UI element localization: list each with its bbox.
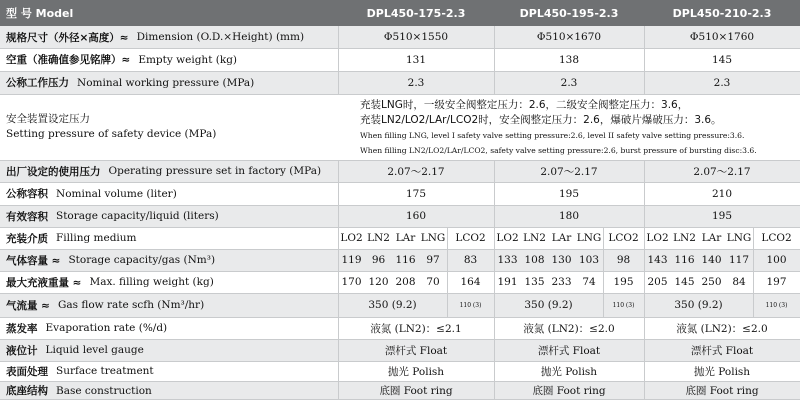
cell-value: 2.3 [407, 76, 425, 89]
model-name: DPL450-195-2.3 [519, 6, 619, 20]
row-divider [0, 317, 800, 318]
row-weight [0, 48, 800, 71]
media-label: LAr [551, 232, 572, 244]
cell-value: Φ510×1550 [383, 31, 449, 43]
cell-value-small: 110 (3) [765, 301, 788, 309]
media-label: LCO2 [455, 232, 486, 244]
row-label-en: Surface treatment [56, 365, 154, 377]
cell-value: 2.07～2.17 [693, 165, 751, 178]
cell-value: 145 [674, 276, 695, 288]
cell-value: 漂杆式 Float [537, 344, 601, 357]
cell-value: 210 [711, 187, 733, 200]
media-group [494, 227, 644, 249]
cell-value: 195 [711, 210, 733, 222]
row-label-en: Storage capacity/gas (Nm³) [68, 254, 216, 266]
cell-value: 130 [551, 254, 572, 266]
cell-value: 135 [524, 276, 545, 288]
media-group [338, 227, 494, 249]
cell-value: 96 [371, 254, 386, 266]
cell-value: 208 [395, 276, 416, 288]
row-label-cn: 表面处理 [6, 365, 48, 378]
row-divider [0, 182, 800, 183]
row-max-fill [0, 271, 800, 293]
column-divider [644, 26, 645, 94]
cell-value: 底圈 Foot ring [685, 385, 759, 397]
row-label-cn: 充装介质 [6, 232, 48, 245]
media-group [644, 227, 800, 249]
row-label-en: Nominal volume (liter) [56, 187, 177, 200]
column-divider [644, 160, 645, 400]
table-header [0, 0, 800, 26]
row-divider [0, 160, 800, 161]
row-label-en: Storage capacity/liquid (liters) [56, 210, 219, 222]
column-divider [447, 227, 448, 317]
row-label-cn: 有效容积 [6, 210, 48, 223]
media-label: LO2 [340, 232, 363, 244]
row-label-en: Dimension (O.D.×Height) (mm) [136, 31, 305, 43]
row-label-en: Base construction [56, 384, 152, 397]
cell-value: 350 (9.2) [368, 299, 417, 311]
row-label-cn: 气体容量 ≈ [6, 254, 61, 267]
column-divider [494, 160, 495, 400]
row-level-gauge [0, 339, 800, 361]
row-divider [0, 94, 800, 95]
row-storage [0, 205, 800, 227]
cell-value: 145 [711, 53, 733, 66]
cell-value: 350 (9.2) [524, 299, 573, 311]
row-divider [0, 339, 800, 340]
media-label: LCO2 [761, 232, 792, 244]
cell-value: 74 [582, 276, 596, 288]
cell-value: Φ510×1760 [689, 31, 755, 43]
cell-value: 180 [558, 210, 580, 222]
cell-value: 98 [616, 254, 631, 266]
row-divider [0, 71, 800, 72]
cell-value: 138 [558, 53, 580, 66]
row-label-cn: 气流量 ≈ [6, 299, 50, 312]
media-label: LN2 [523, 232, 546, 244]
media-label: LNG [576, 232, 602, 244]
cell-value: 191 [497, 276, 518, 288]
row-volume [0, 182, 800, 205]
row-label-en: Gas flow rate scfh (Nm³/hr) [57, 299, 205, 311]
media-label: LN2 [367, 232, 390, 244]
column-divider [338, 160, 339, 400]
cell-value: Φ510×1670 [536, 31, 602, 43]
row-label-cn: 液位计 [6, 344, 38, 357]
media-label: LO2 [646, 232, 669, 244]
cell-value: 170 [341, 276, 362, 288]
row-divider [0, 205, 800, 206]
row-divider [0, 361, 800, 362]
cell-value: 漂杆式 Float [384, 344, 448, 357]
cell-value: 117 [728, 254, 750, 266]
cell-value: 205 [647, 276, 668, 288]
row-dimension [0, 26, 800, 48]
cell-value: 2.3 [713, 76, 731, 89]
cell-value-small: 110 (3) [612, 301, 635, 309]
cell-value: 83 [463, 254, 478, 266]
cell-value: 119 [341, 254, 362, 266]
media-label: LNG [420, 232, 446, 244]
cell-value: 70 [426, 276, 440, 288]
cell-value: 131 [405, 53, 427, 66]
row-label-en: Liquid level gauge [45, 344, 144, 356]
row-label-en: Setting pressure of safety device (MPa) [6, 128, 217, 140]
cell-value: 底圈 Foot ring [532, 385, 606, 397]
row-divider [0, 293, 800, 294]
row-gas-flow [0, 293, 800, 317]
cell-value: 233 [551, 276, 572, 288]
cell-value: 抛光 Polish [387, 365, 445, 378]
row-label-cn: 安全装置设定压力 [6, 113, 90, 125]
cell-value-small: 110 (3) [459, 301, 482, 309]
cell-value: 2.07～2.17 [540, 165, 598, 178]
row-divider [0, 381, 800, 382]
cell-value: 97 [426, 254, 440, 266]
media-label: LN2 [673, 232, 696, 244]
row-label-cn: 公称容积 [6, 188, 48, 200]
cell-value: 350 (9.2) [674, 299, 723, 311]
row-divider [0, 271, 800, 272]
cell-value: 抛光 Polish [693, 365, 751, 378]
row-divider [0, 48, 800, 49]
model-header-label: 型 号 Model [6, 7, 74, 20]
cell-value: 195 [558, 187, 580, 200]
row-pressure [0, 71, 800, 94]
cell-value: 140 [701, 254, 722, 266]
cell-value: 160 [405, 210, 427, 222]
media-label: LO2 [496, 232, 519, 244]
model-name: DPL450-210-2.3 [672, 6, 772, 20]
cell-value: 液氮 (LN2)：≤2.1 [370, 322, 462, 335]
row-label-cn: 蒸发率 [6, 322, 38, 335]
column-divider [338, 26, 339, 94]
row-label-cn: 空重（准确值参见铭牌）≈ [6, 54, 131, 66]
row-label-en: Nominal working pressure (MPa) [77, 76, 255, 89]
cell-value: 116 [395, 254, 416, 266]
row-label-en: Operating pressure set in factory (MPa) [108, 165, 322, 177]
row-label-en: Empty weight (kg) [138, 53, 238, 66]
row-label-en: Max. filling weight (kg) [89, 276, 214, 288]
cell-value: 84 [732, 276, 746, 288]
cell-value: 195 [613, 276, 634, 288]
cell-value: 100 [766, 254, 787, 266]
cell-value: 2.07～2.17 [387, 165, 445, 178]
row-surface [0, 361, 800, 381]
row-factory-pressure [0, 160, 800, 182]
media-label: LAr [395, 232, 416, 244]
cell-value: 120 [368, 276, 389, 288]
cell-value: 抛光 Polish [540, 365, 598, 378]
cell-value: 175 [405, 187, 427, 200]
row-divider [0, 227, 800, 228]
column-divider [603, 227, 604, 317]
cell-value: 164 [460, 276, 481, 288]
safety-line-cn: 充装LNG时，一级安全阀整定压力：2.6，二级安全阀整定压力：3.6， [360, 99, 689, 111]
cell-value: 液氮 (LN2)：≤2.0 [676, 322, 768, 335]
safety-text [360, 98, 800, 158]
column-divider [753, 227, 754, 317]
media-label: LAr [701, 232, 722, 244]
column-divider [494, 26, 495, 94]
row-safety-device [0, 94, 800, 160]
row-label-cn: 规格尺寸（外径×高度）≈ [6, 31, 129, 44]
model-name: DPL450-175-2.3 [366, 6, 466, 20]
row-divider [0, 249, 800, 250]
media-label: LCO2 [608, 232, 639, 244]
row-gas-capacity [0, 249, 800, 271]
cell-value: 116 [674, 254, 695, 266]
safety-line-en: When filling LN2/LO2/LAr/LCO2, safety valve setting pressure:2.6, burst pressure of bursting disc:3.6. [360, 146, 757, 155]
row-base [0, 381, 800, 400]
cell-value: 108 [524, 254, 545, 266]
row-label-cn: 出厂设定的使用压力 [6, 165, 101, 178]
cell-value: 液氮 (LN2)：≤2.0 [523, 322, 615, 335]
cell-value: 133 [497, 254, 518, 266]
cell-value: 143 [647, 254, 668, 266]
cell-value: 103 [578, 254, 600, 266]
row-label-cn: 公称工作压力 [6, 77, 69, 89]
cell-value: 250 [701, 276, 722, 288]
cell-value: 197 [766, 276, 787, 288]
row-label-cn: 最大充液重量 ≈ [6, 276, 82, 289]
safety-line-en: When filling LNG, level I safety valve setting pressure:2.6, level II safety valve setting pressure:3.6. [360, 131, 745, 140]
cell-value: 漂杆式 Float [690, 344, 754, 357]
safety-line-cn: 充装LN2/LO2/LAr/LCO2时，安全阀整定压力：2.6，爆破片爆破压力：3.6。 [360, 114, 722, 126]
row-label-en: Evaporation rate (%/d) [45, 322, 168, 334]
row-label-en: Filling medium [56, 232, 137, 244]
cell-value: 2.3 [560, 76, 578, 89]
row-label-cn: 底座结构 [6, 385, 48, 397]
media-label: LNG [726, 232, 752, 244]
cell-value: 底圈 Foot ring [379, 385, 453, 397]
row-evaporation [0, 317, 800, 339]
row-filling-medium [0, 227, 800, 249]
